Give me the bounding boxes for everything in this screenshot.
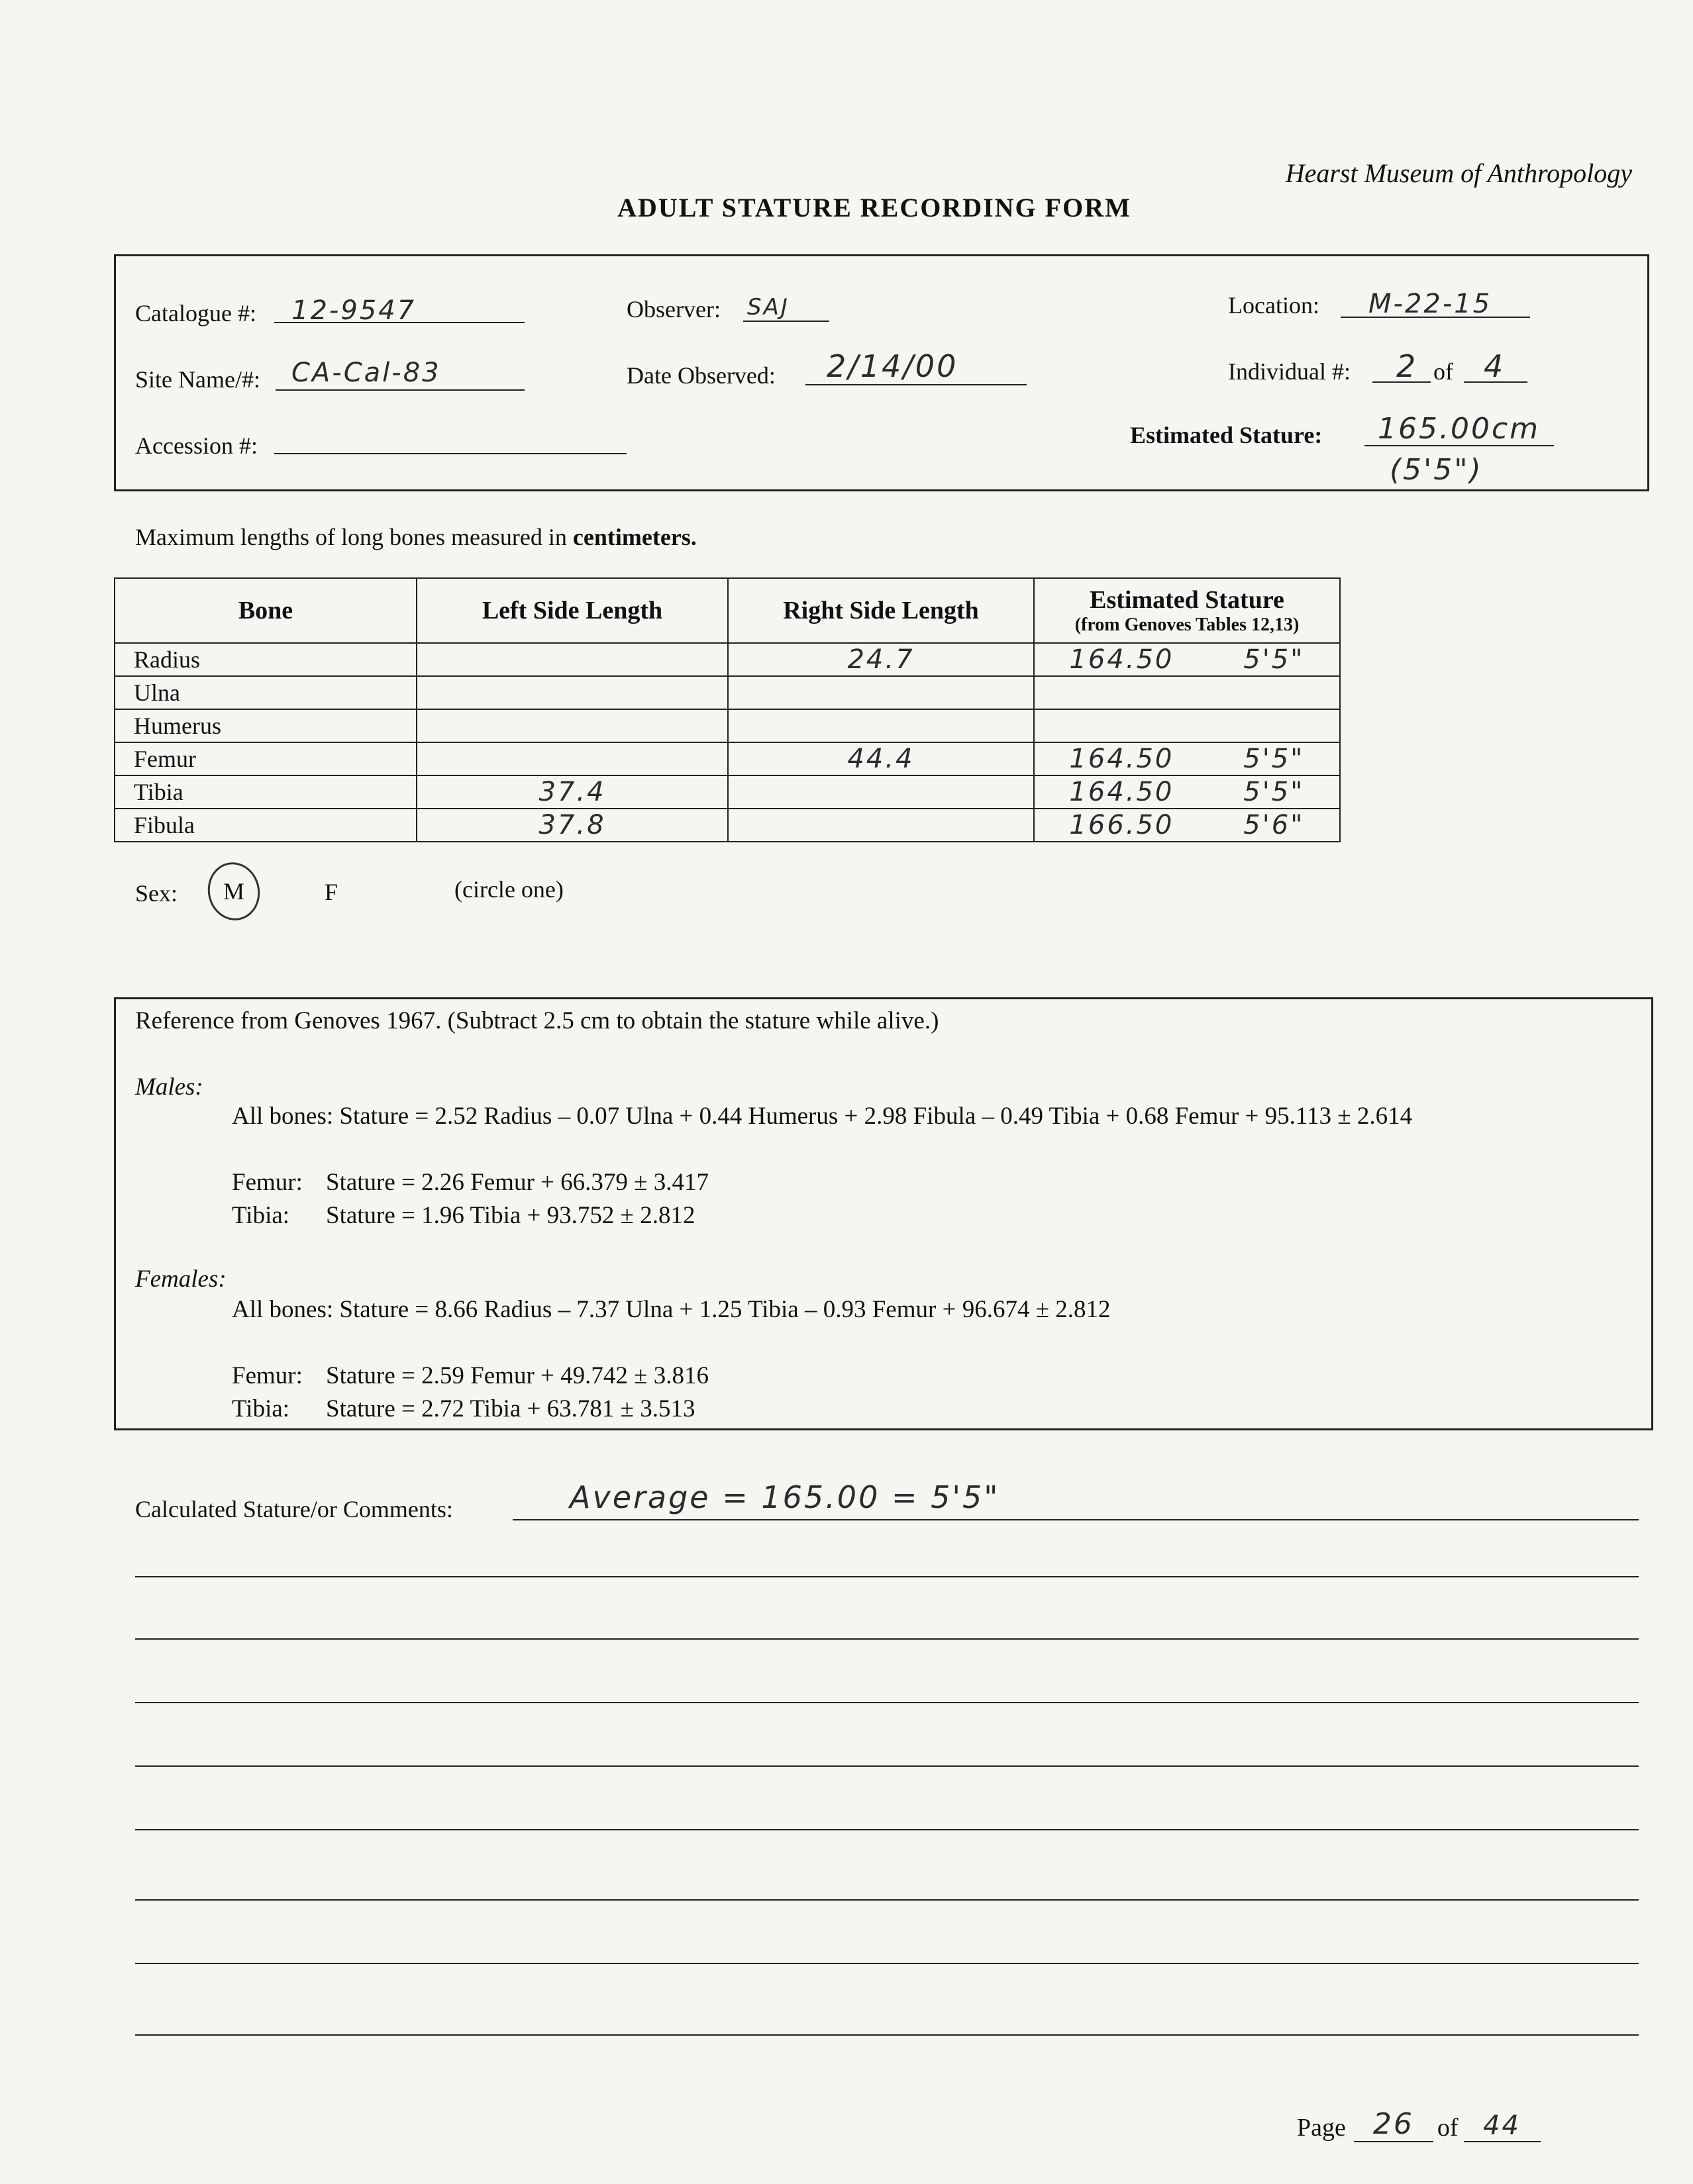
- stature-cm: 164.50: [1069, 777, 1174, 807]
- stature-cm: 164.50: [1069, 744, 1174, 774]
- observer-label: Observer:: [627, 296, 721, 323]
- bone-name: Radius: [115, 643, 417, 676]
- header-stature-title: Estimated Stature: [1090, 586, 1284, 614]
- stature-cm: 166.50: [1069, 810, 1174, 840]
- right-length[interactable]: 24.7: [728, 643, 1034, 676]
- location-value[interactable]: M-22-15: [1368, 289, 1492, 319]
- catalogue-value[interactable]: 12-9547: [291, 295, 417, 326]
- stature-cm: 164.50: [1069, 644, 1174, 675]
- left-length[interactable]: [417, 676, 728, 709]
- measurement-instruction: [135, 523, 697, 551]
- location-label: Location:: [1228, 292, 1319, 319]
- page-of: of: [1437, 2114, 1459, 2142]
- date-label: Date Observed:: [627, 362, 776, 389]
- site-line: [276, 389, 525, 391]
- sex-label: Sex:: [135, 880, 178, 907]
- comments-label: Calculated Stature/or Comments:: [135, 1496, 453, 1522]
- header-right: Right Side Length: [728, 578, 1034, 643]
- estimated-stature[interactable]: [1034, 809, 1340, 842]
- sex-option-m-label: M: [223, 878, 245, 905]
- est-stature-feet[interactable]: (5'5"): [1390, 453, 1483, 487]
- males-tibia-label: Tibia:: [232, 1202, 290, 1229]
- comments-line-3: [135, 1638, 1639, 1640]
- date-line: [805, 384, 1027, 385]
- observer-line: [743, 321, 829, 322]
- right-length[interactable]: [728, 809, 1034, 842]
- header-bone: Bone: [115, 578, 417, 643]
- males-femur-equation: Stature = 2.26 Femur + 66.379 ± 3.417: [326, 1169, 709, 1196]
- instruction-prefix: Maximum lengths of long bones measured in: [135, 524, 573, 550]
- males-tibia-equation: Stature = 1.96 Tibia + 93.752 ± 2.812: [326, 1202, 695, 1229]
- header-stature-sub: (from Genoves Tables 12,13): [1074, 615, 1300, 635]
- page-total[interactable]: 44: [1464, 2110, 1541, 2142]
- form-title: ADULT STATURE RECORDING FORM: [617, 193, 1131, 223]
- comments-line-8: [135, 1963, 1639, 1964]
- bones-table: [114, 577, 1341, 842]
- females-all-bones-equation: All bones: Stature = 8.66 Radius – 7.37 Ulna + 1.25 Tibia – 0.93 Femur + 96.674 ± 2.812: [232, 1296, 1111, 1323]
- males-femur-label: Femur:: [232, 1169, 303, 1196]
- table-row-fibula: [115, 809, 1340, 842]
- left-length[interactable]: 37.8: [417, 809, 728, 842]
- stature-ft: 5'6": [1243, 810, 1305, 840]
- header-left: Left Side Length: [417, 578, 728, 643]
- sex-note: (circle one): [454, 876, 564, 903]
- table-row-humerus: [115, 709, 1340, 742]
- accession-label: Accession #:: [135, 432, 258, 459]
- comments-line-1: [513, 1519, 1639, 1520]
- sex-option-f[interactable]: F: [325, 879, 338, 905]
- left-length[interactable]: [417, 742, 728, 775]
- table-row-tibia: [115, 775, 1340, 809]
- bone-name: Fibula: [115, 809, 417, 842]
- females-label: Females:: [135, 1266, 227, 1293]
- left-length[interactable]: [417, 643, 728, 676]
- females-femur-equation: Stature = 2.59 Femur + 49.742 ± 3.816: [326, 1362, 709, 1389]
- right-length[interactable]: [728, 709, 1034, 742]
- comments-line-4: [135, 1702, 1639, 1703]
- date-value[interactable]: 2/14/00: [827, 348, 958, 384]
- estimated-stature[interactable]: [1034, 643, 1340, 676]
- header-stature: [1034, 578, 1340, 643]
- right-length[interactable]: [728, 676, 1034, 709]
- females-tibia-label: Tibia:: [232, 1395, 290, 1422]
- comments-line-9: [135, 2034, 1639, 2036]
- table-row-ulna: [115, 676, 1340, 709]
- museum-name: Hearst Museum of Anthropology: [1285, 158, 1632, 188]
- stature-ft: 5'5": [1243, 744, 1305, 774]
- estimated-stature[interactable]: [1034, 775, 1340, 809]
- bone-name: Femur: [115, 742, 417, 775]
- females-femur-label: Femur:: [232, 1362, 303, 1389]
- stature-ft: 5'5": [1243, 644, 1305, 675]
- page-label: Page: [1297, 2114, 1346, 2142]
- comments-value[interactable]: Average = 165.00 = 5'5": [570, 1479, 1000, 1515]
- page-value[interactable]: 26: [1354, 2107, 1433, 2142]
- page-number: [1297, 2107, 1541, 2142]
- individual-total[interactable]: 4: [1484, 348, 1506, 384]
- left-length[interactable]: [417, 709, 728, 742]
- est-stature-label: Estimated Stature:: [1130, 422, 1323, 448]
- comments-line-6: [135, 1829, 1639, 1830]
- site-value[interactable]: CA-Cal-83: [291, 358, 441, 388]
- instruction-unit: centimeters.: [572, 524, 697, 550]
- comments-line-5: [135, 1765, 1639, 1767]
- individual-label: Individual #:: [1228, 358, 1351, 385]
- bone-name: Tibia: [115, 775, 417, 809]
- bone-name: Humerus: [115, 709, 417, 742]
- individual-of: of: [1433, 358, 1453, 385]
- males-label: Males:: [135, 1073, 203, 1101]
- stature-ft: 5'5": [1243, 777, 1305, 807]
- table-row-femur: [115, 742, 1340, 775]
- catalogue-label: Catalogue #:: [135, 300, 256, 326]
- comments-line-2: [135, 1576, 1639, 1577]
- reference-title: Reference from Genoves 1967. (Subtract 2.5 cm to obtain the stature while alive.): [135, 1007, 939, 1034]
- accession-line: [274, 453, 627, 454]
- females-tibia-equation: Stature = 2.72 Tibia + 63.781 ± 3.513: [326, 1395, 695, 1422]
- comments-line-7: [135, 1899, 1639, 1901]
- sex-option-m[interactable]: [203, 858, 266, 925]
- right-length[interactable]: 44.4: [728, 742, 1034, 775]
- table-row-radius: [115, 643, 1340, 676]
- males-all-bones-equation: All bones: Stature = 2.52 Radius – 0.07 Ulna + 0.44 Humerus + 2.98 Fibula – 0.49 Tibia + 0.68 Femur + 95.113 ± 2.614: [232, 1103, 1413, 1130]
- observer-value[interactable]: SAJ: [747, 294, 790, 321]
- left-length[interactable]: 37.4: [417, 775, 728, 809]
- estimated-stature[interactable]: [1034, 709, 1340, 742]
- estimated-stature[interactable]: [1034, 742, 1340, 775]
- est-stature-value[interactable]: 165.00cm: [1378, 412, 1541, 446]
- site-label: Site Name/#:: [135, 366, 260, 393]
- table-header-row: [115, 578, 1340, 643]
- estimated-stature[interactable]: [1034, 676, 1340, 709]
- individual-value[interactable]: 2: [1396, 348, 1418, 384]
- bone-name: Ulna: [115, 676, 417, 709]
- right-length[interactable]: [728, 775, 1034, 809]
